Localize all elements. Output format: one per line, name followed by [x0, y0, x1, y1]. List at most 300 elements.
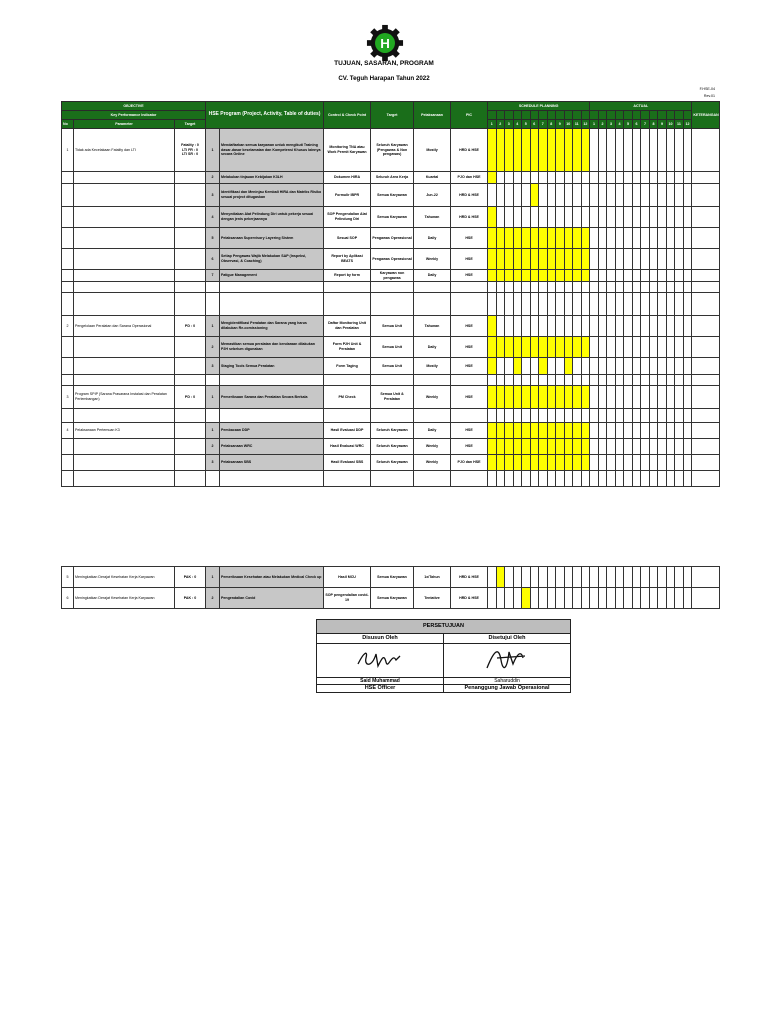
actual-cell	[590, 439, 599, 455]
pic: HSE	[451, 228, 488, 249]
keterangan-cell	[692, 439, 720, 455]
schedule-cell	[496, 316, 505, 337]
empty-cell	[74, 409, 175, 423]
empty-cell	[62, 282, 74, 293]
actual-cell	[624, 337, 633, 358]
actual-cell	[641, 249, 650, 270]
pelaksanaan: Weekly	[414, 439, 451, 455]
empty-cell	[539, 375, 548, 386]
approved-by-name: Saharuddin	[444, 678, 571, 685]
schedule-cell-active	[573, 423, 582, 439]
schedule-cell-active	[581, 455, 590, 471]
actual-cell	[683, 270, 692, 282]
schedule-cell-active	[539, 270, 548, 282]
actual-month-header: 8	[649, 120, 658, 129]
actual-month-header: 12	[683, 120, 692, 129]
actual-cell	[658, 184, 667, 207]
empty-cell	[624, 471, 633, 487]
actual-cell	[683, 337, 692, 358]
schedule-cell-active	[496, 567, 505, 588]
empty-cell	[658, 375, 667, 386]
empty-cell	[324, 282, 371, 293]
keterangan-cell	[692, 129, 720, 172]
month-spacer	[496, 111, 505, 120]
pic: HRD & HSE	[451, 588, 488, 609]
schedule-cell	[513, 567, 522, 588]
target-header: Target	[371, 102, 414, 129]
actual-cell	[607, 455, 616, 471]
schedule-cell-active	[547, 270, 556, 282]
schedule-cell	[496, 184, 505, 207]
schedule-cell	[581, 358, 590, 375]
prepared-by-label: Disusun Oleh	[317, 634, 444, 644]
actual-cell	[666, 249, 675, 270]
schedule-cell	[530, 316, 539, 337]
schedule-cell-active	[488, 270, 497, 282]
program-text: Pemeriksaan Kesehatan atau Melakukan Medical Check up	[220, 567, 324, 588]
schedule-cell-active	[488, 439, 497, 455]
empty-cell	[539, 409, 548, 423]
empty-cell	[414, 409, 451, 423]
actual-cell	[658, 423, 667, 439]
actual-cell	[666, 337, 675, 358]
schedule-cell-active	[547, 337, 556, 358]
empty-cell	[658, 293, 667, 316]
actual-cell	[666, 386, 675, 409]
actual-cell	[649, 184, 658, 207]
table-row	[62, 316, 720, 337]
empty-cell	[496, 375, 505, 386]
actual-cell	[590, 184, 599, 207]
empty-cell	[522, 471, 531, 487]
schedule-cell	[505, 316, 514, 337]
actual-cell	[615, 270, 624, 282]
empty-cell	[371, 282, 414, 293]
objective-header: OBJECTIVE	[62, 102, 206, 111]
row-target	[175, 337, 206, 358]
actual-cell	[615, 567, 624, 588]
actual-month-header: 7	[641, 120, 650, 129]
control-point: Report by Aplikasi BEATS	[324, 249, 371, 270]
schedule-cell-active	[530, 228, 539, 249]
program-target: Semua Karyawan	[371, 567, 414, 588]
actual-cell	[675, 386, 684, 409]
empty-cell	[556, 409, 565, 423]
empty-cell	[488, 293, 497, 316]
pic: HSE	[451, 337, 488, 358]
pic: HSE	[451, 386, 488, 409]
actual-cell	[683, 207, 692, 228]
empty-cell	[451, 282, 488, 293]
schedule-cell	[564, 207, 573, 228]
schedule-cell	[556, 567, 565, 588]
schedule-cell	[513, 316, 522, 337]
actual-cell	[615, 184, 624, 207]
schedule-cell	[513, 184, 522, 207]
empty-cell	[74, 282, 175, 293]
empty-cell	[666, 409, 675, 423]
empty-cell	[451, 471, 488, 487]
schedule-cell-active	[530, 337, 539, 358]
schedule-cell	[564, 184, 573, 207]
actual-cell	[683, 316, 692, 337]
schedule-cell-active	[573, 439, 582, 455]
table-row	[62, 207, 720, 228]
actual-cell	[590, 588, 599, 609]
actual-cell	[632, 439, 641, 455]
actual-month-header: 5	[624, 120, 633, 129]
empty-cell	[683, 375, 692, 386]
empty-cell	[62, 375, 74, 386]
schedule-cell	[547, 316, 556, 337]
schedule-cell	[564, 172, 573, 184]
schedule-cell-active	[547, 386, 556, 409]
company-logo	[366, 24, 404, 62]
pelaksanaan: Tahunan	[414, 207, 451, 228]
program-text: Melakukan tinjauan Kebijakan K3LH	[220, 172, 324, 184]
actual-cell	[624, 439, 633, 455]
row-parameter	[74, 270, 175, 282]
program-no: 4	[206, 207, 220, 228]
actual-cell	[598, 184, 607, 207]
actual-cell	[590, 207, 599, 228]
actual-cell	[641, 207, 650, 228]
month-spacer	[649, 111, 658, 120]
empty-cell	[220, 293, 324, 316]
empty-cell	[598, 282, 607, 293]
schedule-cell-active	[556, 228, 565, 249]
month-spacer	[513, 111, 522, 120]
schedule-cell	[547, 588, 556, 609]
schedule-cell	[530, 172, 539, 184]
empty-cell	[692, 293, 720, 316]
empty-cell	[598, 375, 607, 386]
control-point: Report by form	[324, 270, 371, 282]
approved-by-label: Disetujui Oleh	[444, 634, 571, 644]
schedule-cell	[539, 184, 548, 207]
program-target: Seluruh Area Kerja	[371, 172, 414, 184]
row-no	[62, 228, 74, 249]
empty-cell	[675, 282, 684, 293]
empty-cell	[615, 409, 624, 423]
actual-cell	[683, 228, 692, 249]
control-point: Form P2H Unit & Peralatan	[324, 337, 371, 358]
actual-cell	[649, 386, 658, 409]
actual-cell	[632, 270, 641, 282]
actual-cell	[675, 588, 684, 609]
actual-cell	[666, 588, 675, 609]
header-row	[62, 102, 720, 111]
company-name: CV. Teguh Harapan Tahun 2022	[338, 75, 430, 82]
schedule-cell-active	[505, 455, 514, 471]
row-no	[62, 249, 74, 270]
empty-cell	[62, 471, 74, 487]
actual-cell	[658, 129, 667, 172]
prepared-by-name: Said Muhammad	[317, 678, 444, 685]
keterangan-cell	[692, 588, 720, 609]
actual-month-header: 6	[632, 120, 641, 129]
row-target: PAK : 0	[175, 588, 206, 609]
schedule-cell-active	[530, 129, 539, 172]
actual-cell	[632, 358, 641, 375]
keterangan-cell	[692, 455, 720, 471]
program-text: Staging Tools Semua Peralatan	[220, 358, 324, 375]
pic: HSE	[451, 249, 488, 270]
empty-cell	[539, 282, 548, 293]
program-no: 3	[206, 455, 220, 471]
schedule-cell-active	[496, 228, 505, 249]
schedule-cell-active	[530, 423, 539, 439]
program-target: Semua Unit	[371, 337, 414, 358]
schedule-month-header: 3	[505, 120, 514, 129]
actual-cell	[683, 249, 692, 270]
schedule-cell	[496, 588, 505, 609]
schedule-cell-active	[539, 228, 548, 249]
schedule-cell-active	[573, 455, 582, 471]
actual-cell	[675, 270, 684, 282]
actual-cell	[666, 423, 675, 439]
row-parameter: Program SPIP (Sarana Prasarana Instalasi dan Peralatan Perlembangan)	[74, 386, 175, 409]
actual-cell	[666, 455, 675, 471]
schedule-cell-active	[556, 455, 565, 471]
actual-cell	[675, 249, 684, 270]
control-point: Sesuai SOP	[324, 228, 371, 249]
program-no: 1	[206, 567, 220, 588]
row-parameter	[74, 455, 175, 471]
actual-cell	[590, 423, 599, 439]
actual-cell	[607, 439, 616, 455]
program-text: Pelaksanaan SBS	[220, 455, 324, 471]
empty-cell	[573, 375, 582, 386]
actual-cell	[658, 270, 667, 282]
schedule-cell-active	[513, 439, 522, 455]
actual-cell	[598, 129, 607, 172]
empty-cell	[505, 375, 514, 386]
pic: PJO dan HSE	[451, 455, 488, 471]
actual-cell	[598, 316, 607, 337]
empty-row	[62, 282, 720, 293]
empty-cell	[547, 293, 556, 316]
row-no: 6	[62, 588, 74, 609]
keterangan-cell	[692, 567, 720, 588]
keterangan-cell	[692, 423, 720, 439]
schedule-cell-active	[581, 386, 590, 409]
schedule-cell-active	[505, 439, 514, 455]
program-no: 7	[206, 270, 220, 282]
actual-cell	[624, 588, 633, 609]
actual-cell	[607, 207, 616, 228]
schedule-cell	[513, 207, 522, 228]
row-no	[62, 172, 74, 184]
actual-cell	[675, 129, 684, 172]
actual-cell	[641, 228, 650, 249]
program-text: Pemeriksaan Sarana dan Peralatan Secara Berkala	[220, 386, 324, 409]
pic: HSE	[451, 270, 488, 282]
program-target: Semua Unit & Peralatan	[371, 386, 414, 409]
schedule-cell-active	[547, 423, 556, 439]
schedule-cell	[556, 172, 565, 184]
actual-cell	[598, 386, 607, 409]
actual-cell	[658, 358, 667, 375]
pelaksanaan: Kuartal	[414, 172, 451, 184]
empty-cell	[692, 409, 720, 423]
actual-cell	[607, 423, 616, 439]
actual-cell	[675, 316, 684, 337]
schedule-month-header: 8	[547, 120, 556, 129]
schedule-cell-active	[488, 172, 497, 184]
empty-cell	[175, 375, 206, 386]
actual-cell	[683, 439, 692, 455]
program-no: 2	[206, 588, 220, 609]
actual-cell	[624, 129, 633, 172]
actual-cell	[615, 455, 624, 471]
schedule-cell	[522, 358, 531, 375]
actual-cell	[624, 184, 633, 207]
actual-cell	[590, 337, 599, 358]
empty-cell	[598, 293, 607, 316]
main-table	[61, 101, 720, 487]
approval-title: PERSETUJUAN	[317, 620, 571, 634]
schedule-cell-active	[488, 129, 497, 172]
actual-cell	[607, 129, 616, 172]
control-point: SOP pengendalian covid-19	[324, 588, 371, 609]
schedule-cell	[573, 207, 582, 228]
row-parameter	[74, 172, 175, 184]
empty-cell	[641, 409, 650, 423]
actual-cell	[641, 337, 650, 358]
schedule-cell-active	[488, 249, 497, 270]
schedule-cell-active	[522, 439, 531, 455]
table-row	[62, 386, 720, 409]
schedule-cell-active	[496, 270, 505, 282]
empty-cell	[547, 409, 556, 423]
empty-cell	[624, 282, 633, 293]
empty-cell	[692, 282, 720, 293]
month-spacer	[564, 111, 573, 120]
actual-month-header: 4	[615, 120, 624, 129]
empty-cell	[530, 471, 539, 487]
schedule-cell-active	[513, 386, 522, 409]
actual-cell	[624, 567, 633, 588]
schedule-cell	[539, 172, 548, 184]
schedule-cell-active	[496, 129, 505, 172]
schedule-cell-active	[556, 423, 565, 439]
empty-cell	[530, 282, 539, 293]
empty-cell	[547, 471, 556, 487]
pelaksanaan: Daily	[414, 228, 451, 249]
actual-cell	[615, 228, 624, 249]
actual-cell	[683, 588, 692, 609]
schedule-cell	[539, 567, 548, 588]
row-parameter	[74, 184, 175, 207]
program-no: 2	[206, 439, 220, 455]
schedule-cell-active	[505, 228, 514, 249]
empty-cell	[692, 375, 720, 386]
empty-cell	[666, 471, 675, 487]
schedule-cell	[573, 588, 582, 609]
keterangan-cell	[692, 228, 720, 249]
schedule-cell-active	[488, 455, 497, 471]
empty-cell	[451, 293, 488, 316]
empty-cell	[666, 293, 675, 316]
empty-cell	[649, 375, 658, 386]
program-target: Semua Karyawan	[371, 207, 414, 228]
empty-cell	[522, 282, 531, 293]
actual-cell	[649, 588, 658, 609]
empty-cell	[513, 282, 522, 293]
schedule-cell-active	[556, 337, 565, 358]
schedule-cell	[496, 207, 505, 228]
empty-cell	[641, 293, 650, 316]
program-text: Mendaftarkan semua karyawan untuk mengikuti Training dasar-dasar keselamatan dan Kompetensi Khusus lainnya secara Online	[220, 129, 324, 172]
schedule-month-header: 12	[581, 120, 590, 129]
schedule-cell-active	[488, 358, 497, 375]
empty-cell	[607, 409, 616, 423]
row-target	[175, 358, 206, 375]
control-point: Form Taging	[324, 358, 371, 375]
program-target: Seluruh Karyawan	[371, 439, 414, 455]
keterangan-cell	[692, 207, 720, 228]
actual-cell	[598, 358, 607, 375]
program-text: Mengidentifikasi Peralatan dan Sarana yang harus dilakukan Re-comissioning	[220, 316, 324, 337]
pic-header: PIC	[451, 102, 488, 129]
actual-cell	[632, 386, 641, 409]
actual-cell	[649, 337, 658, 358]
keterangan-cell	[692, 172, 720, 184]
schedule-cell	[581, 207, 590, 228]
empty-cell	[581, 471, 590, 487]
schedule-cell	[573, 358, 582, 375]
pelaksanaan: Daily	[414, 270, 451, 282]
table-row	[62, 270, 720, 282]
empty-cell	[324, 375, 371, 386]
schedule-cell-active	[539, 386, 548, 409]
schedule-cell-active	[581, 423, 590, 439]
empty-cell	[513, 409, 522, 423]
schedule-cell	[547, 207, 556, 228]
schedule-cell	[530, 567, 539, 588]
actual-month-header: 10	[666, 120, 675, 129]
schedule-cell	[581, 172, 590, 184]
keterangan-cell	[692, 249, 720, 270]
row-target: PAK : 0	[175, 567, 206, 588]
actual-cell	[607, 588, 616, 609]
pic: HRD & HSE	[451, 129, 488, 172]
actual-cell	[590, 316, 599, 337]
actual-cell	[675, 423, 684, 439]
month-spacer	[683, 111, 692, 120]
actual-cell	[615, 249, 624, 270]
pelaksanaan: Tahunan	[414, 316, 451, 337]
actual-cell	[598, 228, 607, 249]
schedule-cell	[573, 184, 582, 207]
actual-cell	[683, 129, 692, 172]
actual-cell	[649, 316, 658, 337]
empty-cell	[598, 409, 607, 423]
empty-cell	[522, 409, 531, 423]
program-text: Fatigue Management	[220, 270, 324, 282]
row-no: 1	[62, 129, 74, 172]
signature-left-icon	[350, 644, 410, 674]
control-point: Monitoring TNA atau Work Permit Karyawan	[324, 129, 371, 172]
control-point: Dokumen HIRA	[324, 172, 371, 184]
keterangan-cell	[692, 316, 720, 337]
program-no: 6	[206, 249, 220, 270]
empty-cell	[505, 293, 514, 316]
actual-cell	[683, 386, 692, 409]
row-target	[175, 439, 206, 455]
row-parameter	[74, 249, 175, 270]
